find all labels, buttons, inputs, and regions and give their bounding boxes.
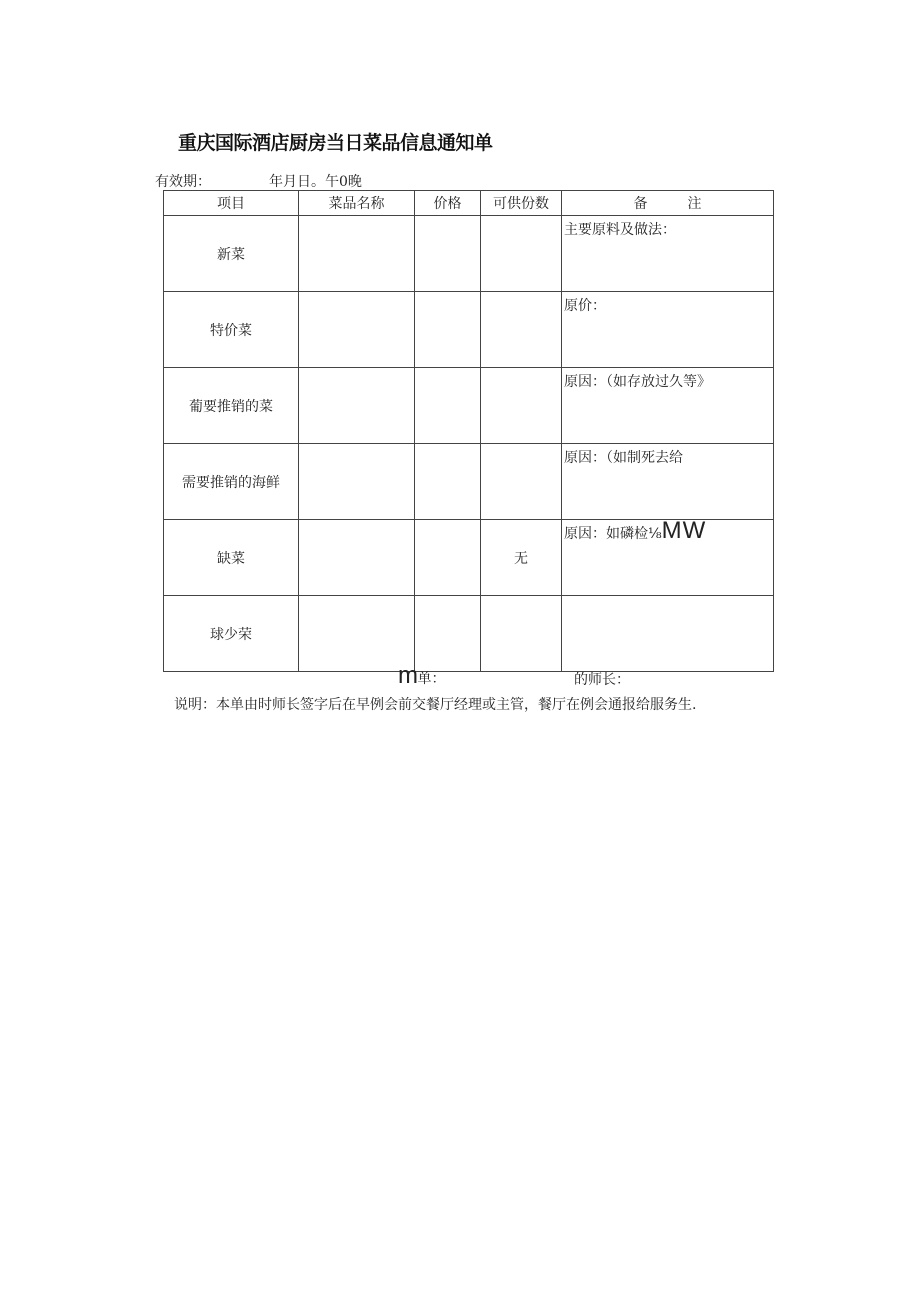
header-quantity: 可供份数 — [481, 191, 562, 216]
row-quantity — [481, 444, 562, 520]
table-row — [164, 596, 774, 672]
row-note — [562, 520, 774, 596]
row-dish-name — [299, 368, 415, 444]
row-dish-name — [299, 444, 415, 520]
table-row — [164, 444, 774, 520]
row-item: 缺菜 — [164, 520, 299, 596]
row-dish-name — [299, 216, 415, 292]
signature-right: 的师长： — [574, 672, 630, 688]
row-quantity: 无 — [481, 520, 562, 596]
row-note: 原因：（如存放过久等》 — [562, 368, 774, 444]
row-note: 原价： — [562, 292, 774, 368]
row-quantity — [481, 368, 562, 444]
table-header-row — [164, 191, 774, 216]
document-title: 重庆国际酒店厨房当日菜品信息通知单 — [178, 132, 493, 154]
validity-label: 有效期： — [155, 174, 211, 190]
header-remarks — [562, 191, 774, 216]
signature-left — [398, 662, 446, 690]
row-quantity — [481, 292, 562, 368]
row-price — [415, 520, 481, 596]
header-item: 项目 — [164, 191, 299, 216]
header-remarks-part1: 备 — [633, 196, 648, 212]
validity-date: 年月日。午0晚 — [269, 174, 362, 190]
row-item: 新菜 — [164, 216, 299, 292]
validity-line — [155, 171, 362, 191]
row-price — [415, 596, 481, 672]
row-price — [415, 216, 481, 292]
row-price — [415, 368, 481, 444]
menu-info-table — [163, 190, 774, 672]
row-note — [562, 596, 774, 672]
row-note: 主要原料及做法： — [562, 216, 774, 292]
row-dish-name — [299, 596, 415, 672]
row-note-extra: MW — [661, 519, 707, 544]
header-remarks-part2: 注 — [687, 196, 702, 212]
signature-line — [0, 662, 920, 689]
table-row — [164, 292, 774, 368]
row-quantity — [481, 216, 562, 292]
table-row — [164, 520, 774, 596]
row-dish-name — [299, 520, 415, 596]
row-item: 球少荣 — [164, 596, 299, 672]
table-row — [164, 216, 774, 292]
table-row — [164, 368, 774, 444]
header-dish-name: 菜品名称 — [299, 191, 415, 216]
row-dish-name — [299, 292, 415, 368]
row-item: 特价菜 — [164, 292, 299, 368]
row-price — [415, 292, 481, 368]
signature-left-rest: 单： — [417, 671, 446, 687]
signature-left-big: m — [398, 662, 418, 689]
explanation-note: 说明：本单由时师长签字后在早例会前交餐厅经理或主管，餐厅在例会通报给服务生. — [174, 697, 697, 713]
row-price — [415, 444, 481, 520]
row-note: 原因：（如制死去给 — [562, 444, 774, 520]
row-item: 需要推销的海鲜 — [164, 444, 299, 520]
row-note-text: 原因：如磷检⅛ — [564, 526, 662, 542]
row-quantity — [481, 596, 562, 672]
row-item: 葡要推销的菜 — [164, 368, 299, 444]
header-price: 价格 — [415, 191, 481, 216]
